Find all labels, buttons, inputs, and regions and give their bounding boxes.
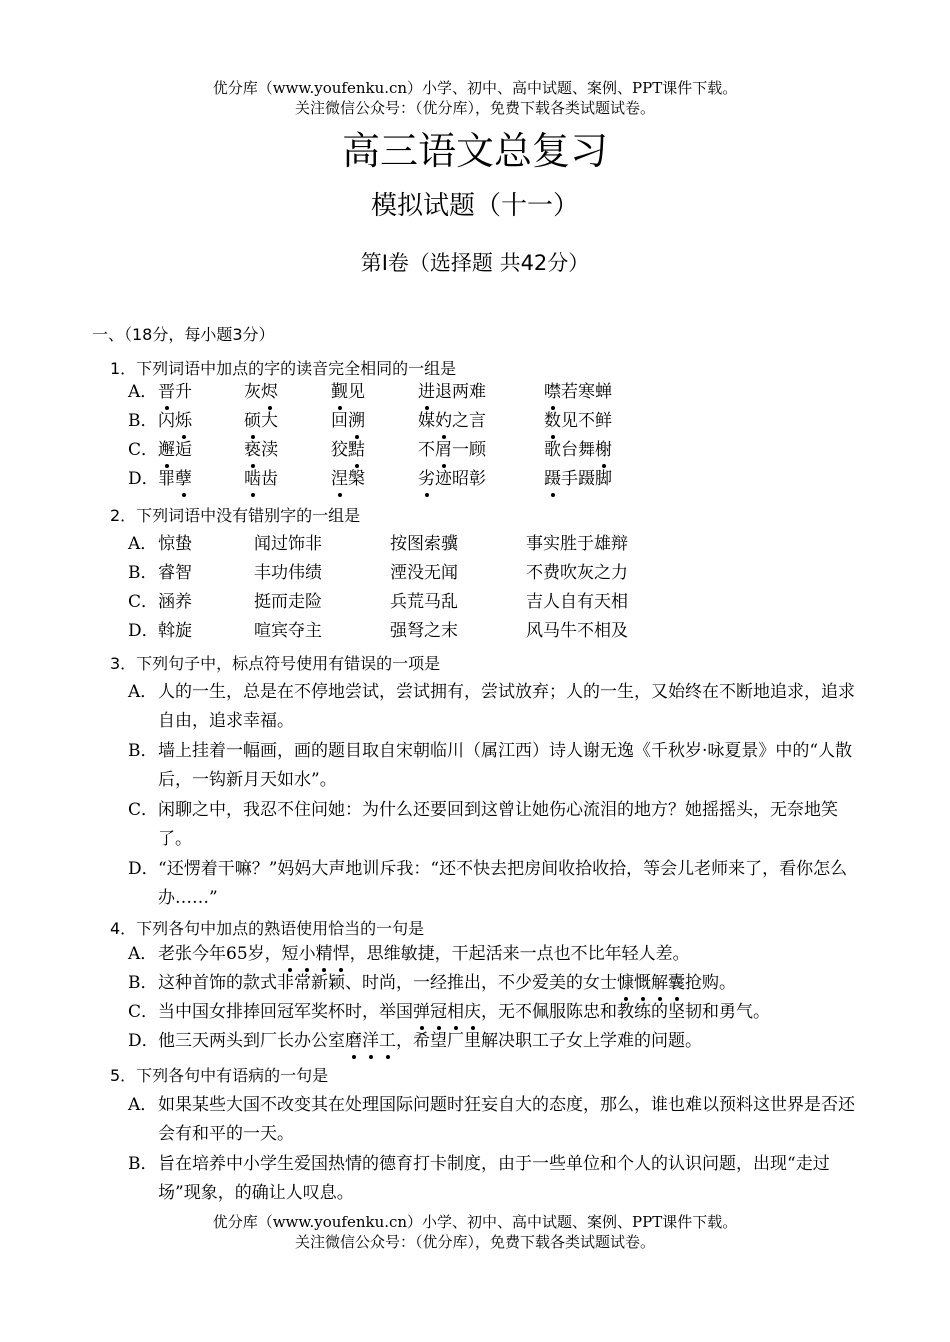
word: 斡旋 xyxy=(158,621,192,641)
dotted-char: 短 xyxy=(282,940,299,969)
header-line-2: 关注微信公众号：（优分库），免费下载各类试题试卷。 xyxy=(294,99,655,117)
option-letter: A． xyxy=(128,944,158,964)
dotted-char: 数 xyxy=(544,407,561,436)
dotted-char: 涅 xyxy=(331,465,348,494)
dotted-char: 冠 xyxy=(430,998,447,1027)
dotted-char: 噤 xyxy=(544,378,561,407)
word: 挺而走险 xyxy=(254,592,322,612)
option-letter: D． xyxy=(128,1031,159,1051)
question-3-option-a xyxy=(128,678,868,736)
word: 歌台舞榭 xyxy=(544,436,612,465)
dotted-char: 弹 xyxy=(413,998,430,1027)
word: 数见不鲜 xyxy=(544,407,612,436)
dotted-char: 慨 xyxy=(634,969,651,998)
word: 罪孽 xyxy=(158,465,192,494)
word: 亵渎 xyxy=(244,436,278,465)
question-4-option-d xyxy=(128,1027,868,1056)
dotted-char: 相 xyxy=(447,998,464,1027)
option-letter: B． xyxy=(128,411,158,431)
word: 睿智 xyxy=(158,563,192,583)
dotted-char: 进 xyxy=(418,378,435,407)
word: 兵荒马乱 xyxy=(390,592,458,612)
option-letter: D． xyxy=(128,859,159,879)
option-text: 如果某些大国不改变其在处理国际问题时狂妄自大的态度，那么，谁也难以预料这世界是否还会有和平的一天。 xyxy=(158,1095,855,1144)
question-4-option-c xyxy=(128,998,868,1027)
word: 灰烬 xyxy=(244,378,278,407)
word: 啮齿 xyxy=(244,465,278,494)
word: 进退两难 xyxy=(418,378,486,407)
option-letter: A． xyxy=(128,534,158,554)
dotted-char: 庆 xyxy=(464,998,481,1027)
dotted-char: 精 xyxy=(316,940,333,969)
dotted-char: 工 xyxy=(379,1027,396,1056)
section-heading: 一、（18分，每小题3分） xyxy=(92,325,275,344)
word: 按图索骥 xyxy=(390,534,458,554)
word: 强弩之末 xyxy=(390,621,458,641)
word: 风马牛不相及 xyxy=(526,621,628,641)
word: 狡黠 xyxy=(331,436,365,465)
word: 邂逅 xyxy=(158,436,192,465)
dotted-char: 烁 xyxy=(175,407,192,436)
option-letter: B． xyxy=(128,741,158,761)
option-letter: B． xyxy=(128,1154,158,1174)
word: 蹑手蹑脚 xyxy=(544,465,612,494)
dotted-char: 晋 xyxy=(158,378,175,407)
dotted-char: 妁 xyxy=(435,407,452,436)
dotted-char: 蹑 xyxy=(544,465,561,494)
word: 不屑一顾 xyxy=(418,436,486,465)
word: 湮没无闻 xyxy=(390,563,458,583)
question-4-stem: 4．下列各句中加点的熟语使用恰当的一句是 xyxy=(110,919,425,938)
page-footer xyxy=(0,1212,950,1252)
option-text: 闲聊之中，我忍不住问她：为什么还要回到这曾让她伤心流泪的地方？她摇摇头，无奈地笑了。 xyxy=(158,800,838,849)
word: 媒妁之言 xyxy=(418,407,486,436)
question-1-stem: 1．下列词语中加点的字的读音完全相同的一组是 xyxy=(110,359,457,378)
page-header xyxy=(0,78,950,118)
option-letter: D． xyxy=(128,621,159,641)
option-text: 他三天两头到厂长办公室磨洋工，希望厂里解决职工子女上学难的问题。 xyxy=(158,1027,868,1056)
dotted-char: 黠 xyxy=(348,436,365,465)
option-letter: C． xyxy=(128,440,159,460)
dotted-char: 硕 xyxy=(244,407,261,436)
option-text: 老张今年65岁，短小精悍，思维敏捷，干起活来一点也不比年轻人差。 xyxy=(158,940,868,969)
document-subtitle: 模拟试题（十一） xyxy=(370,191,579,221)
word: 硕大 xyxy=(244,407,278,436)
word: 晋升 xyxy=(158,378,192,407)
option-letter: D． xyxy=(128,469,159,489)
option-text: 当中国女排捧回冠军奖杯时，举国弹冠相庆，无不佩服陈忠和教练的坚韧和勇气。 xyxy=(158,998,868,1027)
dotted-char: 解 xyxy=(651,969,668,998)
dotted-char: 啮 xyxy=(244,465,261,494)
word: 事实胜于雄辩 xyxy=(526,534,628,554)
question-5-option-b xyxy=(128,1150,868,1208)
footer-line-1: 优分库（www.youfenku.cn）小学、初中、高中试题、案例、PPT课件下载。 xyxy=(212,1213,738,1231)
question-4-option-a xyxy=(128,940,868,969)
dotted-char: 慷 xyxy=(617,969,634,998)
volume-heading: 第Ⅰ卷（选择题 共42分） xyxy=(360,251,590,275)
dotted-char: 溯 xyxy=(348,407,365,436)
question-3-option-d xyxy=(128,855,868,913)
word: 喧宾夺主 xyxy=(254,621,322,641)
option-letter: B． xyxy=(128,973,158,993)
dotted-char: 亵 xyxy=(244,436,261,465)
option-text: “还愣着干嘛？”妈妈大声地训斥我：“还不快去把房间收拾收拾，等会儿老师来了，看你怎么办……” xyxy=(158,859,848,908)
question-5-stem: 5．下列各句中有语病的一句是 xyxy=(110,1066,329,1085)
question-5-option-a xyxy=(128,1091,868,1149)
header-line-1: 优分库（www.youfenku.cn）小学、初中、高中试题、案例、PPT课件下载。 xyxy=(212,79,738,97)
dotted-char: 孽 xyxy=(175,465,192,494)
question-4-option-b xyxy=(128,969,868,998)
dotted-char: 烬 xyxy=(261,378,278,407)
word: 丰功伟绩 xyxy=(254,563,322,583)
dotted-char: 觐 xyxy=(331,378,348,407)
dotted-char: 屑 xyxy=(435,436,452,465)
word: 回溯 xyxy=(331,407,365,436)
question-2-stem: 2．下列词语中没有错别字的一组是 xyxy=(110,506,361,525)
option-letter: B． xyxy=(128,563,158,583)
question-3-stem: 3．下列句子中，标点符号使用有错误的一项是 xyxy=(110,654,441,673)
word: 觐见 xyxy=(331,378,365,407)
option-text: 墙上挂着一幅画，画的题目取自宋朝临川（属江西）诗人谢无逸《千秋岁·咏夏景》中的“人散后，一钩新月天如水”。 xyxy=(158,741,853,790)
word: 劣迹昭彰 xyxy=(418,465,486,494)
dotted-char: 榭 xyxy=(595,436,612,465)
option-letter: C． xyxy=(128,592,159,612)
word: 闻过饰非 xyxy=(254,534,322,554)
word: 不费吹灰之力 xyxy=(526,563,628,583)
dotted-char: 洋 xyxy=(362,1027,379,1056)
option-text: 这种首饰的款式非常新颖、时尚，一经推出，不少爱美的女士慷慨解囊抢购。 xyxy=(158,969,868,998)
question-3-option-b xyxy=(128,737,868,795)
option-letter: C． xyxy=(128,1002,159,1022)
dotted-char: 邂 xyxy=(158,436,175,465)
option-letter: A． xyxy=(128,382,158,402)
option-text: 人的一生，总是在不停地尝试，尝试拥有，尝试放弃；人的一生，又始终在不断地追求，追求自由，追求幸福。 xyxy=(158,682,855,731)
question-3-option-c xyxy=(128,796,868,854)
dotted-char: 悍 xyxy=(333,940,350,969)
dotted-char: 劣 xyxy=(418,465,435,494)
word: 闪烁 xyxy=(158,407,192,436)
option-letter: C． xyxy=(128,800,159,820)
word: 惊蛰 xyxy=(158,534,192,554)
word: 噤若寒蝉 xyxy=(544,378,612,407)
option-text: 旨在培养中小学生爱国热情的德育打卡制度，由于一些单位和个人的认识问题，出现“走过场”现象，的确让人叹息。 xyxy=(158,1154,830,1203)
footer-line-2: 关注微信公众号：（优分库），免费下载各类试题试卷。 xyxy=(294,1233,655,1251)
word: 吉人自有天相 xyxy=(526,592,628,612)
dotted-char: 磨 xyxy=(345,1027,362,1056)
dotted-char: 囊 xyxy=(668,969,685,998)
dotted-char: 小 xyxy=(299,940,316,969)
document-title: 高三语文总复习 xyxy=(341,129,608,173)
word: 涅槃 xyxy=(331,465,365,494)
option-letter: A． xyxy=(128,1095,158,1115)
word: 涵养 xyxy=(158,592,192,612)
option-letter: A． xyxy=(128,682,158,702)
